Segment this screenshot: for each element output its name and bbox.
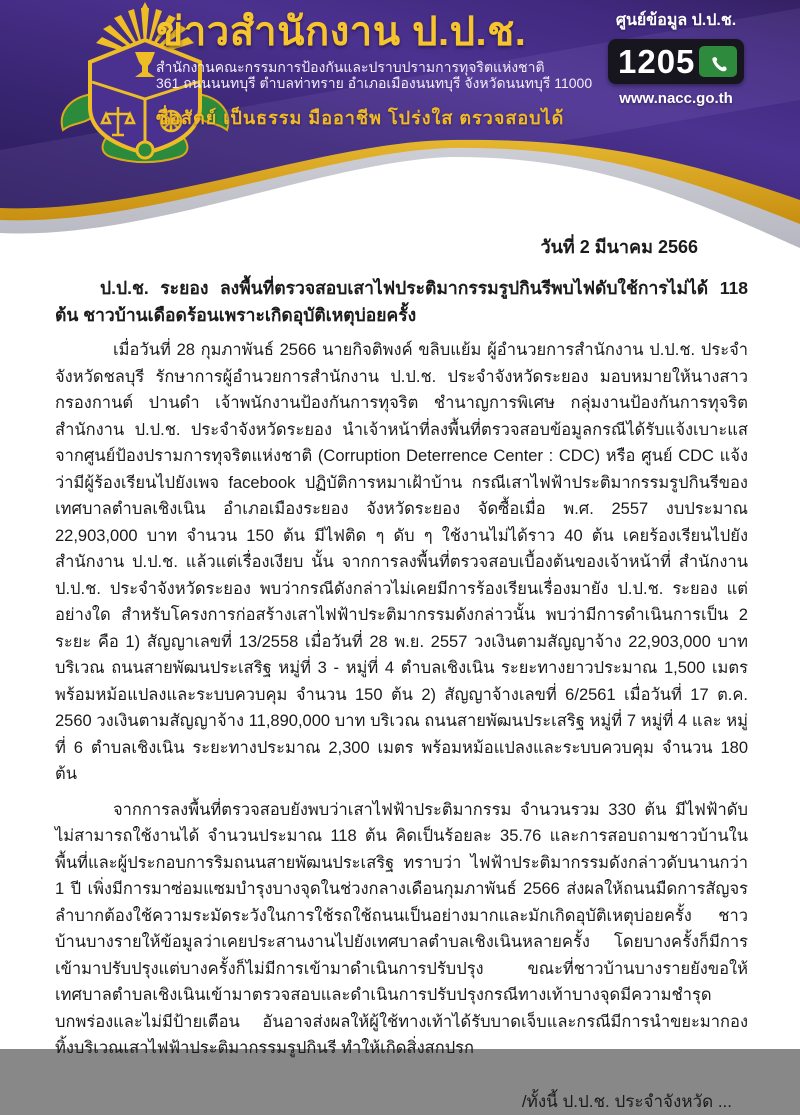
- agency-title: ข่าวสำนักงาน ป.ป.ช.: [156, 10, 527, 54]
- paragraph-1: เมื่อวันที่ 28 กุมภาพันธ์ 2566 นายกิจติพงค์ ขลิบแย้ม ผู้อำนวยการสำนักงาน ป.ป.ช. ประจำจังหวัดชลบุรี รักษาการผู้อำนวยการสำนักงาน ป.ป.ช. ประจำจังหวัดระยอง มอบหมายให้นางสาวกรองกานต์ ปานดำ เจ้าพนักงานป้องกันการทุจริต ชำนาญการพิเศษ กลุ่มงานป้องกันการทุจริต สำนักงาน ป.ป.ช. ประจำจังหวัดระยอง นำเจ้าหน้าที่ลงพื้นที่ตรวจสอบข้อมูลกรณีได้รับแจ้งเบาะแสจากศูนย์ป้องปรามการทุจริตแห่งชาติ (Corruption Deterrence Center : CDC) หรือ ศูนย์ CDC แจ้งว่ามีผู้ร้องเรียนไปยังเพจ facebook ปฏิบัติการหมาเฝ้าบ้าน กรณีเสาไฟฟ้าประติมากรรมรูปกินรีของเทศบาลตำบลเชิงเนิน อำเภอเมืองระยอง จังหวัดระยอง จัดซื้อเมื่อ พ.ศ. 2557 งบประมาณ 22,903,000 บาท จำนวน 150 ต้น มีไฟติด ๆ ดับ ๆ ใช้งานไม่ได้ราว 40 ต้น เคยร้องเรียนไปยังสำนักงาน ป.ป.ช. แล้วแต่เรื่องเงียบ นั้น จากการลงพื้นที่ตรวจสอบเบื้องต้นของเจ้าหน้าที่ สำนักงาน ป.ป.ช. ประจำจังหวัดระยอง พบว่ากรณีดังกล่าวไม่เคยมีการร้องเรียนเรื่องมายัง ป.ป.ช. ระยอง แต่อย่างใด สำหรับโครงการก่อสร้างเสาไฟฟ้าประติมากรรมดังกล่าวนั้น พบว่ามีการดำเนินการเป็น 2 ระยะ คือ 1) สัญญาเลขที่ 13/2558 เมื่อวันที่ 28 พ.ย. 2557 วงเงินตามสัญญาจ้าง 22,903,000 บาท บริเวณ ถนนสายพัฒนประเสริฐ หมู่ที่ 3 - หมู่ที่ 4 ตำบลเชิงเนิน ระยะทางยาวประมาณ 1,500 เมตร พร้อมหม้อแปลงและระบบควบคุม จำนวน 150 ต้น 2) สัญญาจ้างเลขที่ 6/2561 เมื่อวันที่ 17 ต.ค. 2560 วงเงินตามสัญญาจ้าง 11,890,000 บาท บริเวณ ถนนสายพัฒนประเสริฐ หมู่ที่ 7 หมู่ที่ 4 และ หมู่ที่ 6 ตำบลเชิงเนิน ระยะทางประมาณ 2,300 เมตร พร้อมหม้อแปลงและระบบควบคุม จำนวน 180 ต้น: [55, 341, 748, 783]
- phone-handset-icon: [707, 51, 729, 73]
- agency-address: 361 ถนนนนทบุรี ตำบลท่าทราย อำเภอเมืองนนทบุรี จังหวัดนนทบุรี 11000: [156, 75, 593, 91]
- info-center-label: ศูนย์ข้อมูล ป.ป.ช.: [615, 12, 737, 29]
- document-body: [0, 232, 800, 1115]
- hotline-block: [608, 8, 744, 107]
- agency-motto: ซื่อสัตย์ เป็นธรรม มืออาชีพ โปร่งใส ตรวจสอบได้: [156, 108, 565, 128]
- website-url: www.nacc.go.th: [619, 90, 733, 107]
- hotline-box: [608, 39, 744, 84]
- header-text-block: [156, 12, 596, 132]
- agency-subtitle: สำนักงานคณะกรรมการป้องกันและปราบปรามการทุจริตแห่งชาติ: [156, 59, 545, 75]
- document-date: วันที่ 2 มีนาคม 2566: [540, 237, 698, 257]
- paragraph-2: จากการลงพื้นที่ตรวจสอบยังพบว่าเสาไฟฟ้าประติมากรรม จำนวนรวม 330 ต้น มีไฟฟ้าดับ ไม่สามารถใช้งานได้ จำนวนประมาณ 118 ต้น คิดเป็นร้อยละ 35.76 และการสอบถามชาวบ้านในพื้นที่และผู้ประกอบการริมถนนสายพัฒนประเสริฐ ทราบว่า ไฟฟ้าประติมากรรมดังกล่าวดับนานกว่า 1 ปี เพิ่งมีการมาซ่อมแซมบำรุงบางจุดในช่วงกลางเดือนกุมภาพันธ์ 2566 ส่งผลให้ถนนมืดการสัญจรลำบากต้องใช้ความระมัดระวังในการใช้รถใช้ถนนเป็นอย่างมากและมักเกิดอุบัติเหตุบ่อยครั้ง ชาวบ้านบางรายให้ข้อมูลว่าเคยประสานงานไปยังเทศบาลตำบลเชิงเนินหลายครั้ง โดยบางครั้งก็มีการเข้ามาปรับปรุงแต่บางครั้งก็ไม่มีการเข้ามาดำเนินการปรับปรุง ขณะที่ชาวบ้านบางรายยังขอให้เทศบาลตำบลเชิงเนินเข้ามาตรวจสอบและดำเนินการปรับปรุงกรณีทางเท้าบางจุดมีความชำรุดบกพร่องและไม่มีป้ายเตือน อันอาจส่งผลให้ผู้ใช้ทางเท้าได้รับบาดเจ็บและกรณีมีการนำขยะมากองทิ้งบริเวณเสาไฟฟ้าประติมากรรมรูปกินรี ทำให้เกิดสิ่งสกปรก: [55, 800, 748, 1057]
- hotline-number: 1205: [618, 43, 696, 80]
- emblem-medallion: [137, 142, 153, 158]
- phone-chip: [699, 46, 737, 77]
- document-headline: ป.ป.ช. ระยอง ลงพื้นที่ตรวจสอบเสาไฟประติมากรรมรูปกินรีพบไฟดับใช้การไม่ได้ 118 ต้น ชาวบ้านเดือดร้อนเพราะเกิดอุบัติเหตุบ่อยครั้ง: [55, 278, 748, 325]
- closing-line: /ทั้งนี้ ป.ป.ช. ประจำจังหวัด ...: [521, 1091, 732, 1111]
